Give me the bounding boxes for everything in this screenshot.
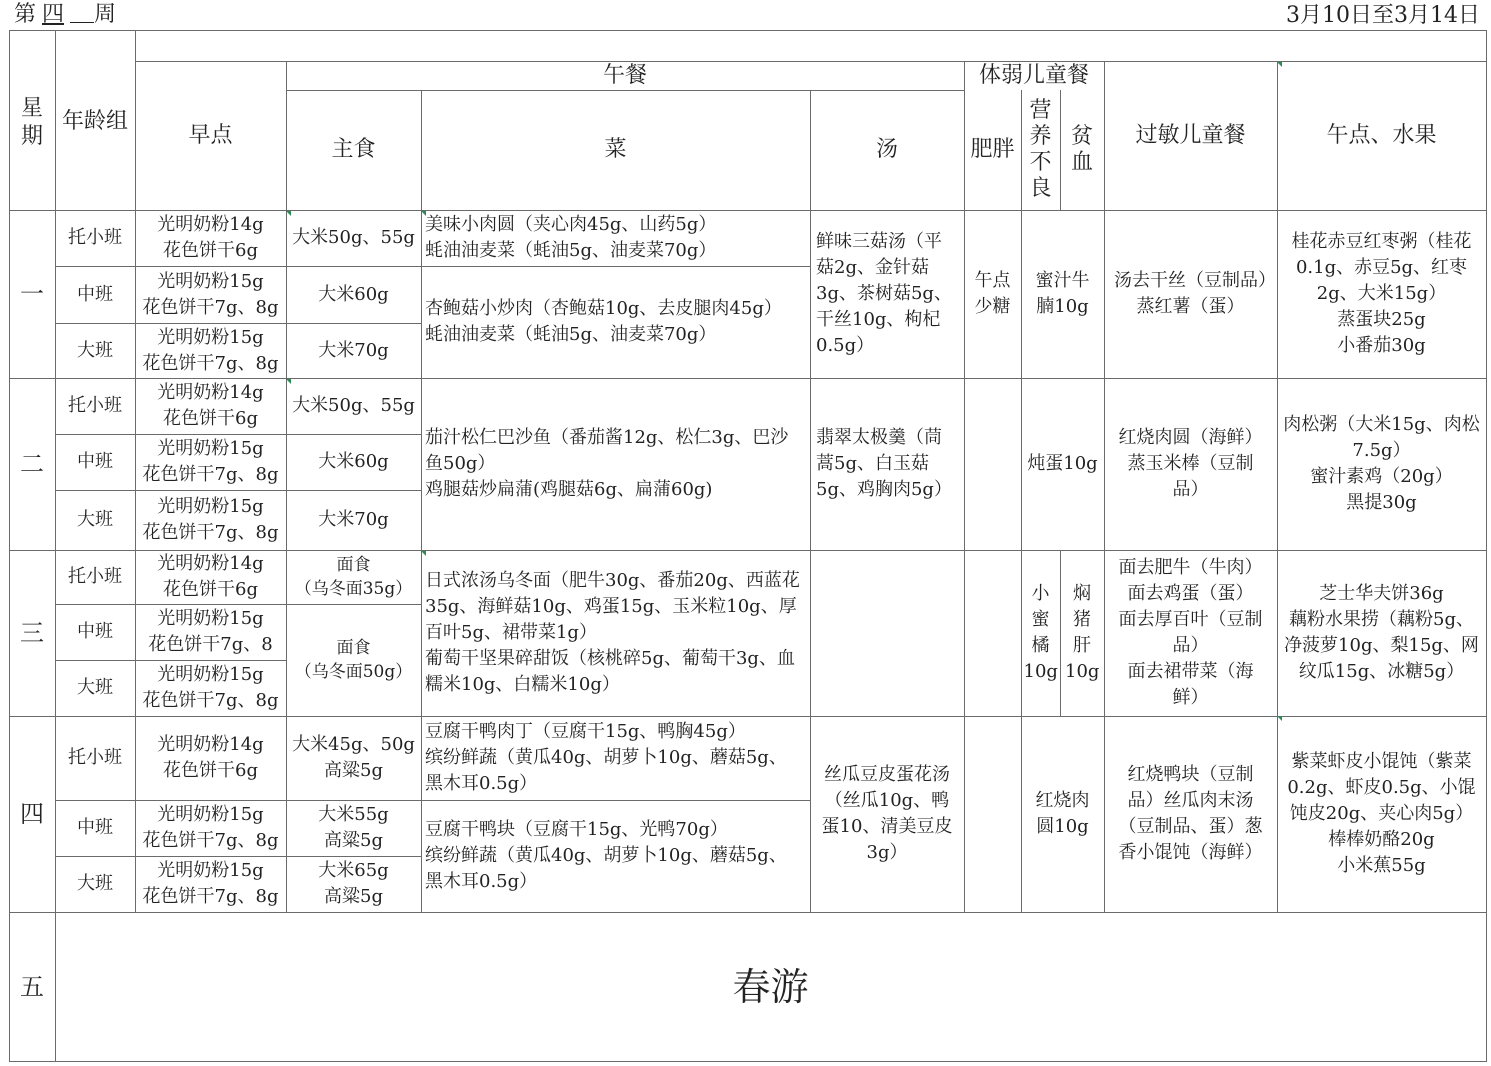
- breakfast-line: 花色饼干6g: [163, 240, 258, 261]
- week-label: [10, 2, 210, 30]
- age-group-cell: 中班: [77, 621, 113, 642]
- allergy-line: 面去肥牛（牛肉）: [1118, 557, 1263, 578]
- breakfast-line: 光明奶粉14g: [157, 382, 264, 403]
- header-staple: 主食: [331, 137, 376, 162]
- breakfast-line: 花色饼干7g、8g: [142, 690, 279, 711]
- breakfast-cell: [135, 266, 286, 323]
- breakfast-cell: [135, 434, 286, 490]
- header-dish: 菜: [604, 137, 627, 162]
- staple-line: 大米55g: [318, 804, 389, 825]
- week-suffix: 周: [94, 2, 117, 27]
- staple-cell: [286, 856, 421, 912]
- breakfast-cell: [135, 323, 286, 378]
- staple-cell: 大米60g: [318, 451, 389, 472]
- week-number: 四: [42, 2, 65, 27]
- staple-line: （乌冬面50g）: [294, 662, 413, 682]
- staple-line: 高粱5g: [324, 886, 383, 907]
- malnourished-cell: [1021, 550, 1060, 716]
- allergy-cell: [1104, 550, 1277, 716]
- week-underline: [70, 2, 94, 23]
- dish-line: 豆腐干鸭肉丁（豆腐干15g、鸭胸45g）: [425, 721, 746, 742]
- breakfast-cell: [135, 800, 286, 856]
- weekday-fri: 五: [20, 972, 44, 1001]
- staple-cell: 大米70g: [318, 509, 389, 530]
- breakfast-cell: [135, 660, 286, 716]
- age-group-cell: 托小班: [68, 566, 122, 587]
- header-anemia: [1060, 90, 1104, 210]
- soup-cell: [810, 716, 964, 912]
- breakfast-line: 光明奶粉15g: [157, 608, 264, 629]
- allergy-cell: [1104, 378, 1277, 550]
- spring-outing-event: 春游: [732, 964, 809, 1009]
- staple-line: 大米45g、50g: [292, 734, 415, 755]
- snack-line: 蜜汁素鸡（20g）: [1310, 466, 1453, 487]
- breakfast-line: 光明奶粉15g: [157, 438, 264, 459]
- breakfast-cell: [135, 550, 286, 604]
- breakfast-line: 花色饼干7g、8g: [142, 352, 279, 374]
- soup-cell: [810, 378, 964, 550]
- allergy-cell: [1104, 210, 1277, 378]
- age-group-cell: 大班: [77, 339, 113, 361]
- header-weekday-text: 星期: [20, 96, 43, 149]
- header-weak-children: 体弱儿童餐: [978, 62, 1089, 88]
- snack-line: 藕粉水果捞（藕粉5g、净菠萝10g、梨15g、网纹瓜15g、冰糖5g）: [1284, 609, 1479, 682]
- header-snack-fruit: 午点、水果: [1326, 122, 1437, 148]
- breakfast-line: 花色饼干6g: [163, 579, 258, 600]
- breakfast-cell: [135, 716, 286, 800]
- breakfast-line: 光明奶粉15g: [157, 804, 264, 825]
- header-weekday: [9, 90, 55, 156]
- date-range: 3月10日至3月14日: [1286, 3, 1480, 28]
- header-allergy: 过敏儿童餐: [1135, 122, 1246, 148]
- allergy-line: 面去裙带菜（海鲜）: [1127, 661, 1254, 708]
- age-group-cell: 托小班: [68, 747, 122, 768]
- staple-cell: [286, 800, 421, 856]
- obese-cell: [964, 210, 1021, 378]
- allergy-line: 蒸玉米棒（豆制品）: [1127, 453, 1254, 500]
- staple-cell: [286, 716, 421, 800]
- dish-line: 豆腐干鸭块（豆腐干15g、光鸭70g）: [425, 819, 728, 840]
- header-age-group: 年龄组: [61, 109, 128, 134]
- soup-cell: [810, 550, 964, 716]
- snack-line: 桂花赤豆红枣粥（桂花0.1g、赤豆5g、红枣2g、大米15g）: [1291, 231, 1472, 304]
- dish-line: 鸡腿菇炒扁蒲(鸡腿菇6g、扁蒲60g): [425, 479, 713, 500]
- allergy-line: 面去鸡蛋（蛋）: [1127, 583, 1254, 604]
- staple-cell: 大米60g: [318, 283, 389, 305]
- snack-line: 小米蕉55g: [1337, 855, 1426, 876]
- snack-cell: [1277, 550, 1486, 716]
- dish-cell: [421, 800, 810, 912]
- dish-cell: [421, 716, 810, 800]
- staple-line: 高粱5g: [324, 830, 383, 851]
- breakfast-line: 光明奶粉14g: [157, 214, 264, 235]
- snack-line: 芝士华夫饼36g: [1319, 583, 1444, 604]
- dish-line: 日式浓汤乌冬面（肥牛30g、番茄20g、西蓝花35g、海鲜菇10g、鸡蛋15g、玉米粒10g、厚百叶5g、裙带菜1g）: [425, 570, 800, 643]
- breakfast-cell: [135, 604, 286, 660]
- weekday-tue: 二: [20, 450, 44, 478]
- breakfast-cell: [135, 378, 286, 434]
- dish-line: 缤纷鲜蔬（黄瓜40g、胡萝卜10g、蘑菇5g、黑木耳0.5g）: [425, 845, 787, 892]
- age-group-cell: 托小班: [68, 395, 122, 416]
- staple-cell: [286, 550, 421, 604]
- obese-cell: [964, 716, 1021, 912]
- obese-cell: [964, 378, 1021, 550]
- header-obese: 肥胖: [970, 137, 1015, 162]
- staple-line: 高粱5g: [324, 760, 383, 781]
- snack-line: 黑提30g: [1346, 492, 1417, 513]
- header-malnourished: [1021, 90, 1060, 210]
- breakfast-line: 光明奶粉15g: [157, 326, 264, 348]
- breakfast-line: 光明奶粉15g: [157, 270, 264, 292]
- dish-line: 杏鲍菇小炒肉（杏鲍菇10g、去皮腿肉45g）: [425, 298, 782, 319]
- breakfast-line: 花色饼干7g、8g: [142, 522, 279, 543]
- breakfast-line: 花色饼干7g、8g: [142, 464, 279, 485]
- week-prefix: 第: [14, 2, 37, 27]
- obese-cell: [964, 550, 1021, 716]
- snack-cell: [1277, 378, 1486, 550]
- soup-text: 鲜味三菇汤（平菇2g、金针菇3g、茶树菇5g、干丝10g、枸杞0.5g）: [816, 231, 952, 356]
- weekday-thu: 四: [20, 800, 44, 828]
- allergy-line: 红烧肉圆（海鲜）: [1118, 427, 1263, 448]
- age-group-cell: 大班: [77, 873, 113, 894]
- staple-cell: 大米50g、55g: [292, 227, 415, 248]
- dish-cell: [421, 378, 810, 550]
- malnourished-text: 小蜜橘10g: [1023, 583, 1058, 682]
- age-group-cell: 大班: [77, 509, 113, 530]
- header-lunch: 午餐: [602, 62, 647, 88]
- breakfast-line: 花色饼干7g、8g: [142, 296, 279, 318]
- header-soup: 汤: [875, 137, 898, 162]
- obese-text: 午点少糖: [974, 270, 1011, 317]
- breakfast-line: 光明奶粉15g: [157, 496, 264, 517]
- anemia-cell: [1060, 550, 1104, 716]
- header-anemia-text: 贫血: [1070, 124, 1093, 175]
- snack-line: 棒棒奶酪20g: [1328, 829, 1435, 850]
- dish-cell: [421, 210, 810, 266]
- dish-line: 美味小肉圆（夹心肉45g、山药5g）: [425, 214, 717, 235]
- age-group-cell: 中班: [77, 817, 113, 838]
- breakfast-line: 花色饼干7g、8g: [142, 830, 279, 851]
- allergy-line: 面去厚百叶（豆制品）: [1118, 609, 1263, 656]
- staple-line: 大米65g: [318, 860, 389, 881]
- staple-cell: 大米70g: [318, 339, 389, 361]
- breakfast-line: 花色饼干7g、8g: [142, 886, 279, 907]
- weak-meal-cell: [1021, 210, 1104, 378]
- breakfast-line: 花色饼干6g: [163, 408, 258, 429]
- breakfast-line: 光明奶粉15g: [157, 860, 264, 881]
- soup-cell: [810, 210, 964, 378]
- staple-cell: 大米50g、55g: [292, 395, 415, 416]
- snack-line: 肉松粥（大米15g、肉松7.5g）: [1283, 414, 1480, 461]
- weekday-mon: 一: [20, 280, 44, 308]
- weak-meal-cell: [1021, 716, 1104, 912]
- staple-line: （乌冬面35g）: [294, 579, 413, 599]
- staple-line: 面食: [336, 555, 371, 575]
- dish-line: 缤纷鲜蔬（黄瓜40g、胡萝卜10g、蘑菇5g、黑木耳0.5g）: [425, 747, 787, 794]
- snack-cell: [1277, 210, 1486, 378]
- breakfast-cell: [135, 856, 286, 912]
- dish-line: 蚝油油麦菜（蚝油5g、油麦菜70g）: [425, 324, 717, 345]
- allergy-text: 红烧鸭块（豆制品）丝瓜肉末汤（豆制品、蛋）葱香小馄饨（海鲜）: [1118, 764, 1263, 863]
- header-malnourished-text: 营养不良: [1029, 98, 1052, 201]
- dish-cell: [421, 266, 810, 378]
- snack-line: 蒸蛋块25g: [1337, 309, 1426, 330]
- weak-meal-text: 蜜汁牛腩10g: [1035, 270, 1090, 317]
- breakfast-line: 花色饼干6g: [163, 760, 258, 781]
- age-group-cell: 中班: [77, 451, 113, 472]
- age-group-cell: 大班: [77, 677, 113, 698]
- breakfast-line: 光明奶粉15g: [157, 664, 264, 685]
- snack-line: 紫菜虾皮小馄饨（紫菜0.2g、虾皮0.5g、小馄饨皮20g、夹心肉5g）: [1287, 751, 1476, 824]
- allergy-text: 汤去干丝（豆制品）蒸红薯（蛋）: [1114, 270, 1267, 317]
- snack-cell: [1277, 716, 1486, 912]
- age-group-cell: 中班: [77, 283, 113, 305]
- allergy-cell: [1104, 716, 1277, 912]
- weekday-wed: 三: [20, 619, 44, 647]
- breakfast-line: 花色饼干7g、8: [148, 634, 273, 655]
- dish-cell: [421, 550, 810, 716]
- dish-line: 茄汁松仁巴沙鱼（番茄酱12g、松仁3g、巴沙鱼50g）: [425, 427, 789, 474]
- breakfast-line: 光明奶粉14g: [157, 734, 264, 755]
- soup-text: 翡翠太极羹（茼蒿5g、白玉菇5g、鸡胸肉5g）: [816, 427, 952, 500]
- snack-line: 小番茄30g: [1337, 335, 1426, 356]
- breakfast-cell: [135, 490, 286, 550]
- header-breakfast: 早点: [188, 122, 233, 148]
- dish-line: 蚝油油麦菜（蚝油5g、油麦菜70g）: [425, 240, 717, 261]
- dish-line: 葡萄干坚果碎甜饭（核桃碎5g、葡萄干3g、血糯米10g、白糯米10g）: [425, 648, 795, 695]
- weak-meal-cell: 炖蛋10g: [1027, 453, 1098, 474]
- breakfast-line: 光明奶粉14g: [157, 553, 264, 574]
- staple-line: 面食: [336, 638, 371, 658]
- soup-text: 丝瓜豆皮蛋花汤（丝瓜10g、鸭蛋10、清美豆皮3g）: [821, 764, 953, 863]
- breakfast-cell: [135, 210, 286, 266]
- staple-cell: [286, 604, 421, 716]
- weak-meal-text: 红烧肉圆10g: [1035, 790, 1090, 837]
- anemia-text: 焖猪肝10g: [1065, 583, 1100, 682]
- age-group-cell: 托小班: [68, 227, 122, 248]
